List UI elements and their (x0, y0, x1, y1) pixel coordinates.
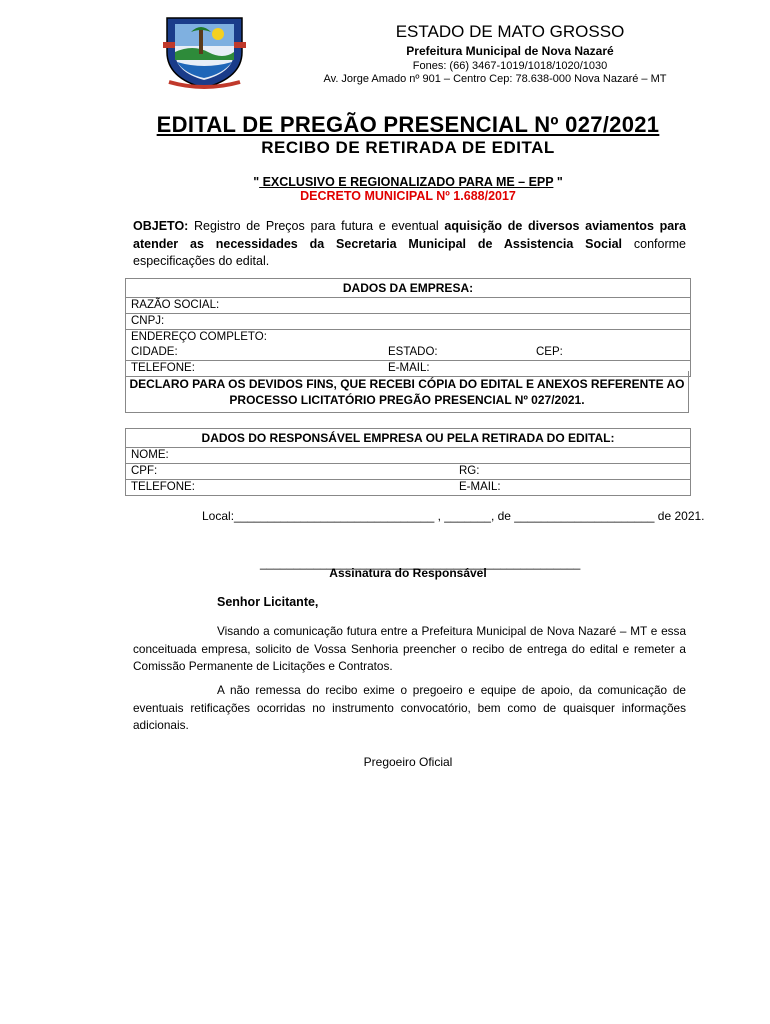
signature-label: Assinatura do Responsável (329, 566, 487, 580)
state-name: ESTADO DE MATO GROSSO (395, 22, 625, 41)
signature-line: ________________________________________________ (260, 556, 581, 570)
endereco-row[interactable]: ENDEREÇO COMPLETO: (131, 331, 267, 343)
document-title: EDITAL DE PREGÃO PRESENCIAL Nº 027/2021 (156, 112, 660, 137)
cidade-row[interactable]: CIDADE: ESTADO: CEP: (126, 345, 690, 361)
cnpj-row[interactable]: CNPJ: (126, 314, 690, 330)
header-phones: Fones: (66) 3467-1019/1018/1020/1030 (412, 60, 608, 72)
decreto-note: DECRETO MUNICIPAL Nº 1.688/2017 (300, 189, 516, 203)
header-address: Av. Jorge Amado nº 901 – Centro Cep: 78.638-000 Nova Nazaré – MT (323, 73, 667, 85)
prefeitura-name: Prefeitura Municipal de Nova Nazaré (406, 44, 614, 58)
salutation: Senhor Licitante, (217, 595, 319, 609)
responsavel-table (125, 428, 691, 496)
exclusivo-note: " EXCLUSIVO E REGIONALIZADO PARA ME – EPP " (253, 175, 563, 189)
coat-of-arms-icon (163, 12, 246, 90)
nome-row[interactable]: NOME: (126, 448, 690, 464)
pregoeiro-signature: Pregoeiro Oficial (363, 755, 453, 769)
paragraph-1: Visando a comunicação futura entre a Prefeitura Municipal de Nova Nazaré – MT e essa conceituada empresa, solicito de Vossa Senhoria preencher o recibo de entrega do edital e remeter a Comissão Permanente de Licitações e Contratos. (133, 624, 686, 673)
local-date-line: Local:______________________________ , _______, de _____________________ de 2021. (202, 509, 705, 523)
razao-social-row[interactable]: RAZÃO SOCIAL: (126, 298, 690, 314)
document-subtitle: RECIBO DE RETIRADA DE EDITAL (261, 138, 555, 157)
responsavel-heading: DADOS DO RESPONSÁVEL EMPRESA OU PELA RETIRADA DO EDITAL: (126, 429, 690, 448)
empresa-table (125, 278, 691, 377)
empresa-heading: DADOS DA EMPRESA: (126, 279, 690, 298)
declaration-box: DECLARO PARA OS DEVIDOS FINS, QUE RECEBI CÓPIA DO EDITAL E ANEXOS REFERENTE AO PROCESSO LICITATÓRIO PREGÃO PRESENCIAL Nº 027/2021. (125, 371, 689, 413)
objeto-paragraph: OBJETO: Registro de Preços para futura e eventual aquisição de diversos aviamentos para atender as necessidades da Secretaria Municipal de Assistencia Social conforme especificações do edital. (133, 219, 686, 268)
resp-telefone-row[interactable]: TELEFONE: E-MAIL: (131, 481, 501, 493)
telefone-row[interactable]: TELEFONE: E-MAIL: (131, 362, 430, 374)
paragraph-2: A não remessa do recibo exime o pregoeiro e equipe de apoio, da comunicação de eventuais retificações ocorridas no instrumento convocatório, bem como de quaisquer informações adicionais. (133, 683, 686, 732)
cpf-row[interactable]: CPF: RG: (126, 464, 690, 480)
